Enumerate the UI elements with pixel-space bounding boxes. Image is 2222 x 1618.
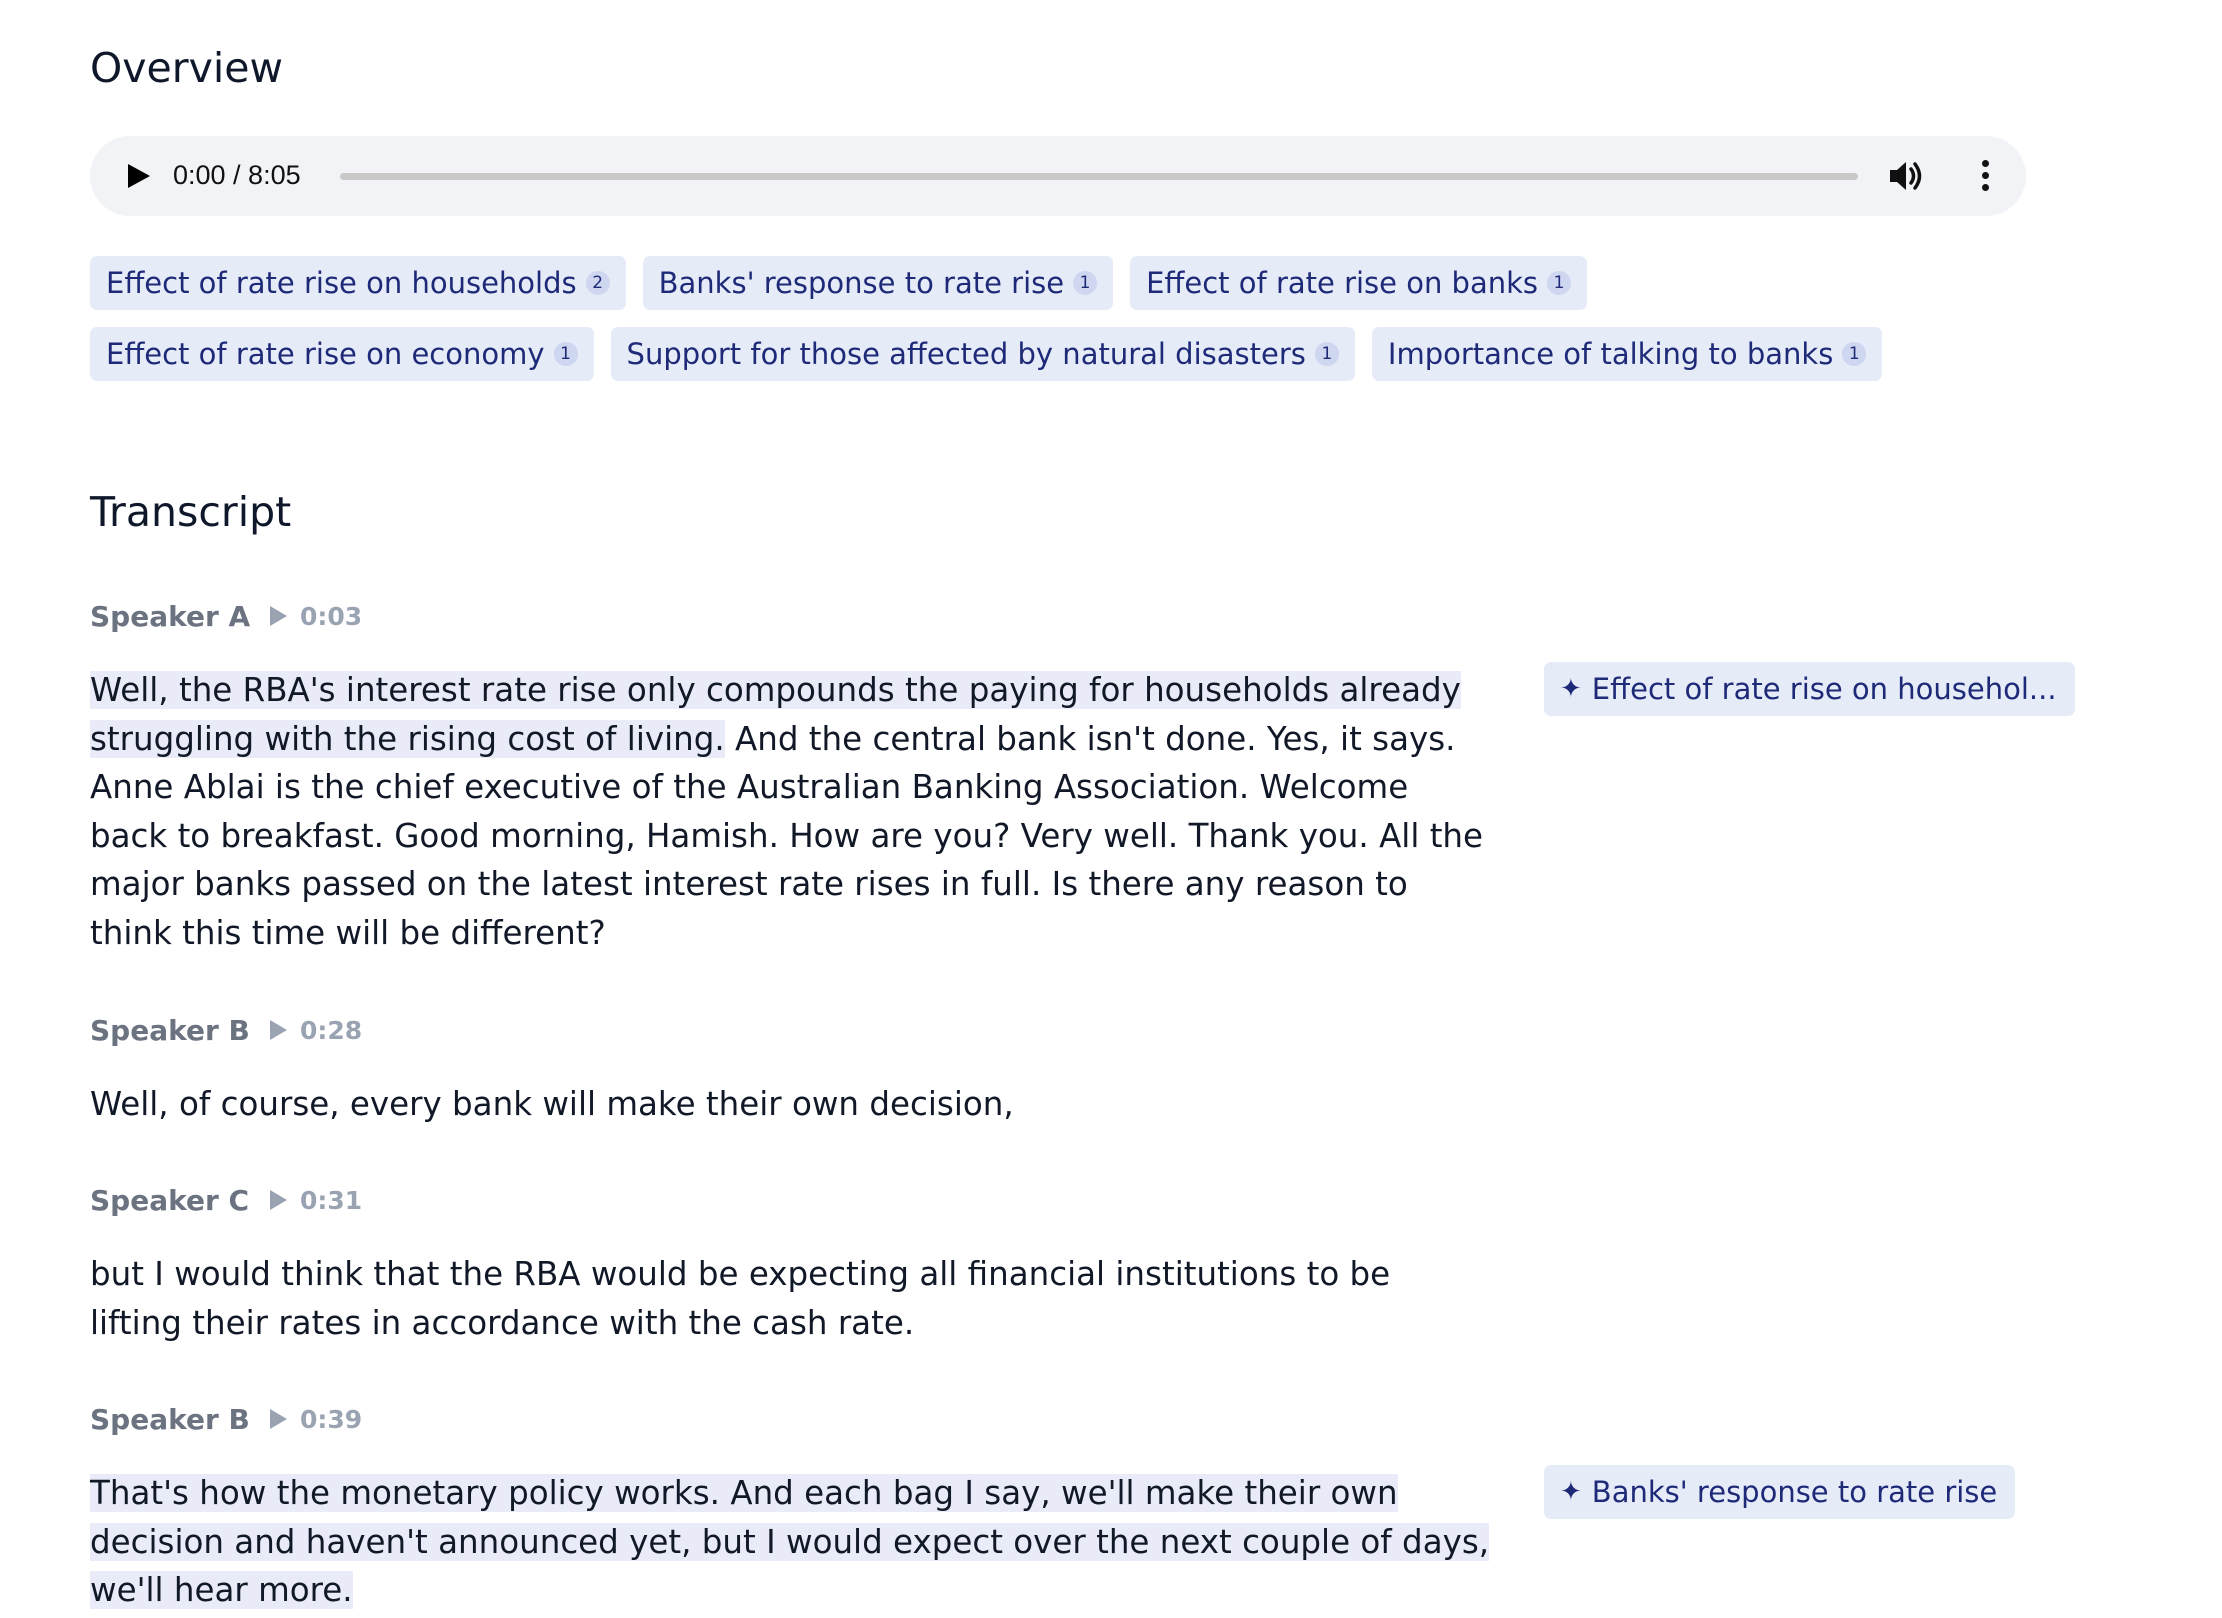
speaker-label: Speaker B	[90, 1402, 250, 1436]
audio-player	[90, 136, 2026, 216]
play-icon	[270, 606, 287, 626]
speaker-label: Speaker A	[90, 599, 251, 633]
more-options-button[interactable]	[1974, 156, 1996, 196]
segment-topic-chip[interactable]: ✦ Effect of rate rise on househol...	[1544, 662, 2075, 716]
topic-count-badge: 1	[1842, 342, 1866, 366]
segment-text: Well, of course, every bank will make their own decision,	[90, 1085, 1014, 1123]
segment-text: Well, the RBA's interest rate rise only compounds the paying for households already struggling with the rising cost of living. And the central bank isn't done. Yes, it says. Anne Ablai is the chief executive of the Australian Banking Association. Welcome back to breakfast. Good morning, Hamish. How are you? Very well. Thank you. All the major banks passed on the latest interest rate rises in full. Is there any reason to think this time will be different?	[90, 671, 1484, 952]
topic-count-badge: 1	[1547, 271, 1571, 295]
timestamp-link[interactable]: 0:39	[270, 1405, 362, 1434]
speaker-label: Speaker B	[90, 1013, 250, 1047]
highlighted-text[interactable]: That's how the monetary policy works. And each bag I say, we'll make their own decision and haven't announced yet, but I would expect over the next couple of days, we'll hear more.	[90, 1474, 1490, 1609]
transcript-segment	[90, 1010, 2130, 1129]
topic-tag[interactable]: Effect of rate rise on households 2	[90, 256, 626, 310]
sparkle-icon: ✦	[1560, 674, 1582, 704]
segment-text	[90, 1469, 1490, 1615]
sparkle-icon: ✦	[1560, 1477, 1582, 1507]
segment-topic-chip[interactable]: ✦ Banks' response to rate rise	[1544, 1465, 2015, 1519]
volume-button[interactable]	[1886, 156, 1926, 196]
highlighted-text[interactable]: Well, the RBA's interest rate rise only compounds the paying for households already struggling with the rising cost of living.	[90, 671, 1461, 758]
speaker-label: Speaker C	[90, 1183, 250, 1217]
transcript-heading: Transcript	[90, 488, 292, 536]
seek-bar[interactable]	[340, 173, 1858, 180]
topic-count-badge: 1	[1073, 271, 1097, 295]
more-icon	[1982, 160, 1989, 167]
overview-heading: Overview	[90, 44, 284, 92]
topic-tag[interactable]: Banks' response to rate rise 1	[643, 256, 1113, 310]
topic-count-badge: 1	[1315, 342, 1339, 366]
topic-count-badge: 1	[554, 342, 578, 366]
playback-time: 0:00 / 8:05	[173, 160, 301, 190]
transcript-segment	[90, 1180, 2130, 1347]
topic-tag[interactable]: Importance of talking to banks 1	[1372, 327, 1882, 381]
play-icon	[270, 1409, 287, 1429]
timestamp-link[interactable]: 0:28	[270, 1016, 362, 1045]
play-icon	[270, 1190, 287, 1210]
topic-tag[interactable]: Support for those affected by natural disasters 1	[611, 327, 1355, 381]
transcript-segment	[90, 1399, 2130, 1615]
timestamp-link[interactable]: 0:03	[270, 602, 362, 631]
timestamp-link[interactable]: 0:31	[270, 1186, 362, 1215]
topic-tag[interactable]: Effect of rate rise on banks 1	[1130, 256, 1587, 310]
topic-tags	[90, 256, 2070, 381]
topic-count-badge: 2	[586, 271, 610, 295]
play-icon	[270, 1020, 287, 1040]
segment-text: but I would think that the RBA would be expecting all financial institutions to be lifting their rates in accordance with the cash rate.	[90, 1255, 1391, 1342]
transcript-segment	[90, 596, 2130, 957]
topic-tag[interactable]: Effect of rate rise on economy 1	[90, 327, 594, 381]
play-button[interactable]	[122, 160, 154, 192]
volume-icon	[1886, 156, 1926, 196]
